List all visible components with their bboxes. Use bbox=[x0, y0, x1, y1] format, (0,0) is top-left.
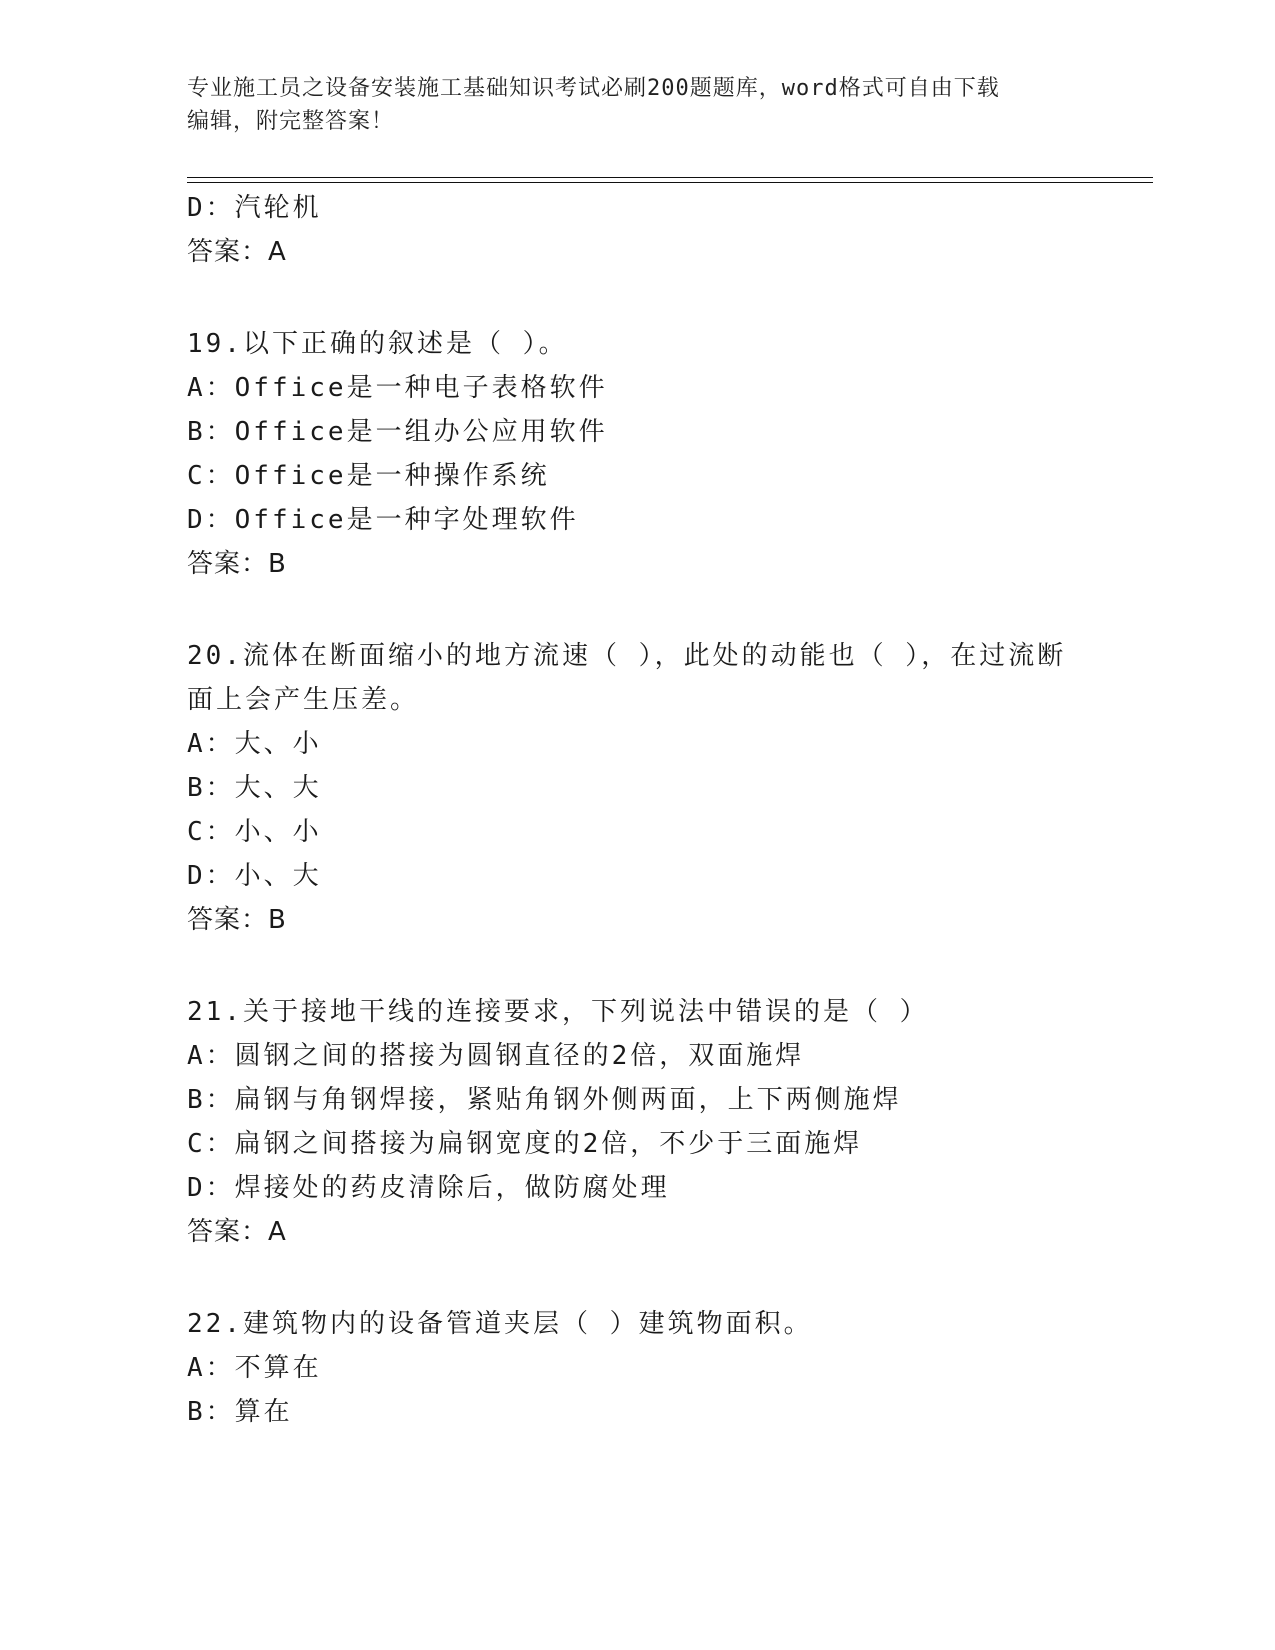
q20-option-a: A：大、小 bbox=[187, 729, 322, 759]
header-divider-top bbox=[187, 177, 1153, 178]
q20-option-c: C：小、小 bbox=[187, 817, 322, 847]
q20-option-b: B：大、大 bbox=[187, 773, 322, 803]
header-title-line-2: 编辑，附完整答案！ bbox=[187, 109, 395, 134]
q20-question-line-2: 面上会产生压差。 bbox=[187, 685, 420, 715]
q18-option-d: D：汽轮机 bbox=[187, 193, 322, 223]
q20-question-line-1: 20.流体在断面缩小的地方流速（ ），此处的动能也（ ），在过流断 bbox=[187, 641, 1067, 671]
header-title-line-1: 专业施工员之设备安装施工基础知识考试必刷200题题库，word格式可自由下载 bbox=[187, 76, 1000, 101]
q21-question: 21.关于接地干线的连接要求，下列说法中错误的是（ ） bbox=[187, 997, 929, 1027]
q19-option-d: D：Office是一种字处理软件 bbox=[187, 505, 579, 535]
q19-answer: 答案：B bbox=[187, 549, 287, 579]
q21-option-c: C：扁钢之间搭接为扁钢宽度的2倍，不少于三面施焊 bbox=[187, 1129, 863, 1159]
q19-option-c: C：Office是一种操作系统 bbox=[187, 461, 550, 491]
q21-option-a: A：圆钢之间的搭接为圆钢直径的2倍，双面施焊 bbox=[187, 1041, 805, 1071]
document-header bbox=[187, 72, 1087, 138]
q22-option-b: B：算在 bbox=[187, 1397, 293, 1427]
q19-option-b: B：Office是一组办公应用软件 bbox=[187, 417, 608, 447]
q21-option-d: D：焊接处的药皮清除后，做防腐处理 bbox=[187, 1173, 670, 1203]
header-divider-bottom bbox=[187, 182, 1153, 183]
q21-answer: 答案：A bbox=[187, 1217, 287, 1247]
q20-option-d: D：小、大 bbox=[187, 861, 322, 891]
q19-option-a: A：Office是一种电子表格软件 bbox=[187, 373, 608, 403]
q22-option-a: A：不算在 bbox=[187, 1353, 322, 1383]
q20-answer: 答案：B bbox=[187, 905, 287, 935]
q19-question: 19.以下正确的叙述是（ ）。 bbox=[187, 329, 568, 359]
q22-question: 22.建筑物内的设备管道夹层（ ）建筑物面积。 bbox=[187, 1309, 813, 1339]
q18-answer: 答案：A bbox=[187, 237, 287, 267]
q21-option-b: B：扁钢与角钢焊接，紧贴角钢外侧两面，上下两侧施焊 bbox=[187, 1085, 902, 1115]
